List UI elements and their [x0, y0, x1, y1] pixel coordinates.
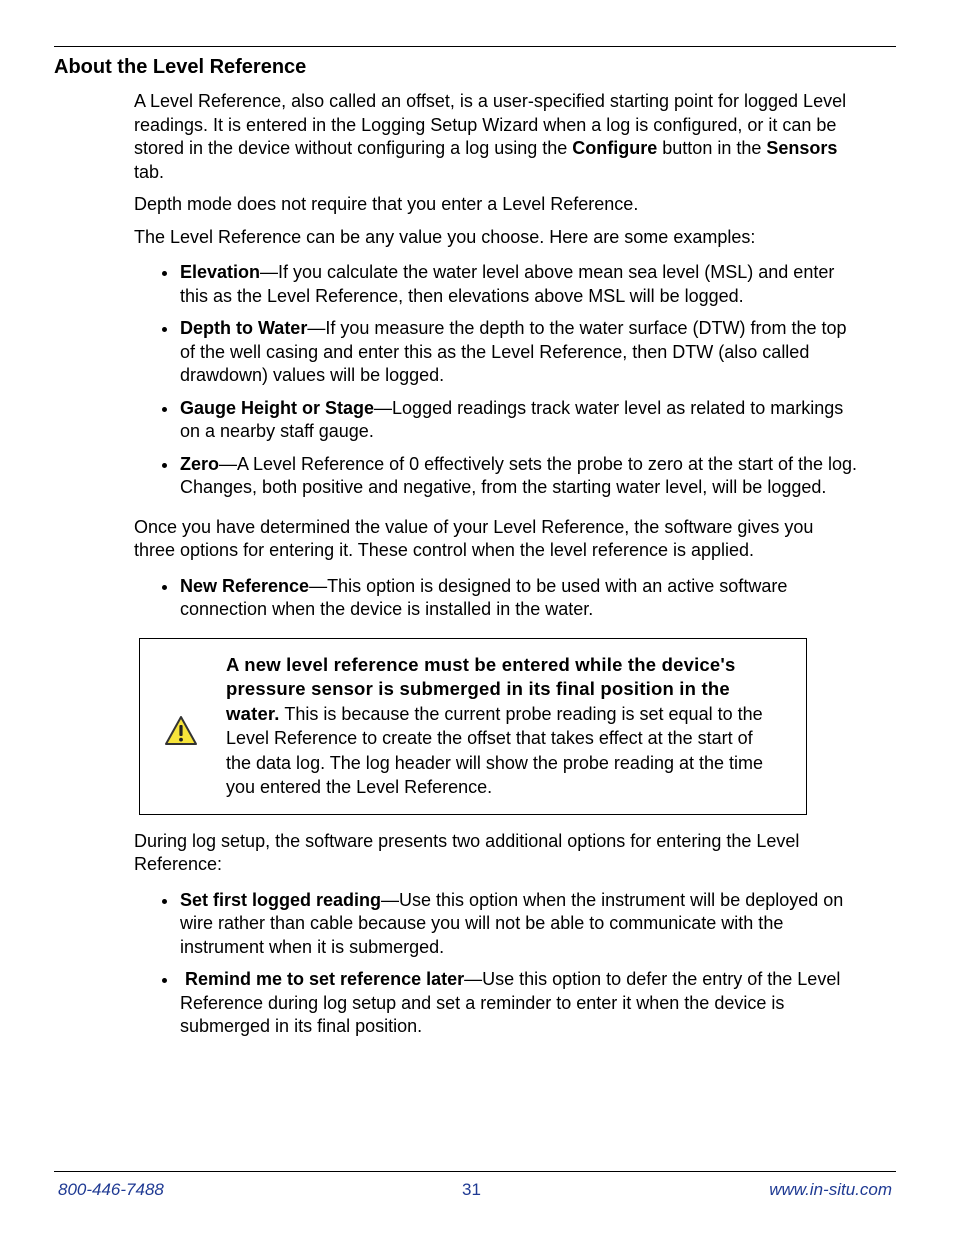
warning-callout — [139, 638, 807, 815]
configure-term: Configure — [572, 138, 658, 158]
list-item — [134, 261, 859, 308]
list-term: Gauge Height or Stage — [180, 397, 375, 418]
list-item — [134, 575, 859, 622]
list-item — [134, 968, 859, 1039]
sensors-term: Sensors — [766, 138, 838, 158]
text-run: tab. — [134, 161, 165, 182]
intro-paragraph-3: The Level Reference can be any value you choose. Here are some examples: — [134, 226, 756, 247]
page-footer — [54, 1180, 896, 1204]
list-desc: —If you measure the depth to the water surface (DTW) from the top of the well casing and enter this as the Level Reference, then DTW (also called drawdown) values will be logged. — [180, 318, 847, 385]
text-run: button in the — [657, 138, 767, 158]
footer-rule — [54, 1171, 896, 1172]
list-desc: —Logged readings track water level as related to markings on a nearby staff gauge. — [180, 397, 844, 441]
setup-options-list — [134, 889, 859, 1039]
main-content — [134, 90, 859, 1048]
list-desc: —Use this option when the instrument will be deployed on wire rather than cable because you will not be able to communicate with the instrument when it is submerged. — [180, 889, 844, 957]
callout-lead: A new level reference must be entered while the device's pressure sensor is submerged in its final position in the water. — [226, 653, 736, 724]
callout-text — [226, 653, 766, 800]
callout-body: This is because the current probe reading is set equal to the Level Reference to create the offset that takes effect at the start of the data log. The log header will show the probe reading at the time you entered the Level Reference. — [226, 703, 764, 797]
list-term: Zero — [180, 453, 220, 474]
list-desc: —A Level Reference of 0 effectively sets the probe to zero at the start of the log. Changes, both positive and negative, from the starting water level, will be logged. — [180, 453, 858, 497]
options-list — [134, 575, 859, 622]
footer-phone: 800-446-7488 — [58, 1180, 164, 1199]
page-number: 31 — [462, 1180, 481, 1199]
intro-paragraph-2: Depth mode does not require that you enter a Level Reference. — [134, 194, 639, 214]
list-item — [134, 317, 859, 388]
footer-website[interactable]: www.in-situ.com — [769, 1180, 892, 1199]
examples-list — [134, 261, 859, 500]
list-term: Elevation — [180, 262, 261, 282]
list-desc: —This option is designed to be used with an active software connection when the device is installed in the water. — [180, 575, 788, 619]
list-term: Remind me to set reference later — [180, 969, 465, 989]
list-desc: —Use this option to defer the entry of the Level Reference during log setup and set a reminder to enter it when the device is submerged in its final position. — [180, 969, 841, 1036]
header-rule — [54, 46, 896, 47]
intro-paragraph-1 — [134, 90, 859, 184]
setup-intro: During log setup, the software presents two additional options for entering the Level Reference: — [134, 830, 800, 874]
list-term: New Reference — [180, 575, 310, 596]
warning-triangle-icon — [164, 715, 198, 747]
options-intro: Once you have determined the value of your Level Reference, the software gives you three options for entering it. These control when the level reference is applied. — [134, 516, 814, 560]
section-heading: About the Level Reference — [54, 56, 307, 78]
list-term: Set first logged reading — [180, 889, 382, 910]
list-desc: —If you calculate the water level above mean sea level (MSL) and enter this as the Level Reference, then elevations above MSL will be logged. — [180, 262, 835, 306]
list-item — [134, 889, 859, 960]
text-run: A Level Reference, also called an offset, is a user-specified starting point for logged Level readings. It is entered in the Logging Setup Wizard when a log is configured, or it can be stored in the device without configuring a log using the — [134, 91, 847, 158]
list-item — [134, 453, 859, 500]
list-item — [134, 397, 859, 444]
list-term: Depth to Water — [180, 318, 308, 338]
